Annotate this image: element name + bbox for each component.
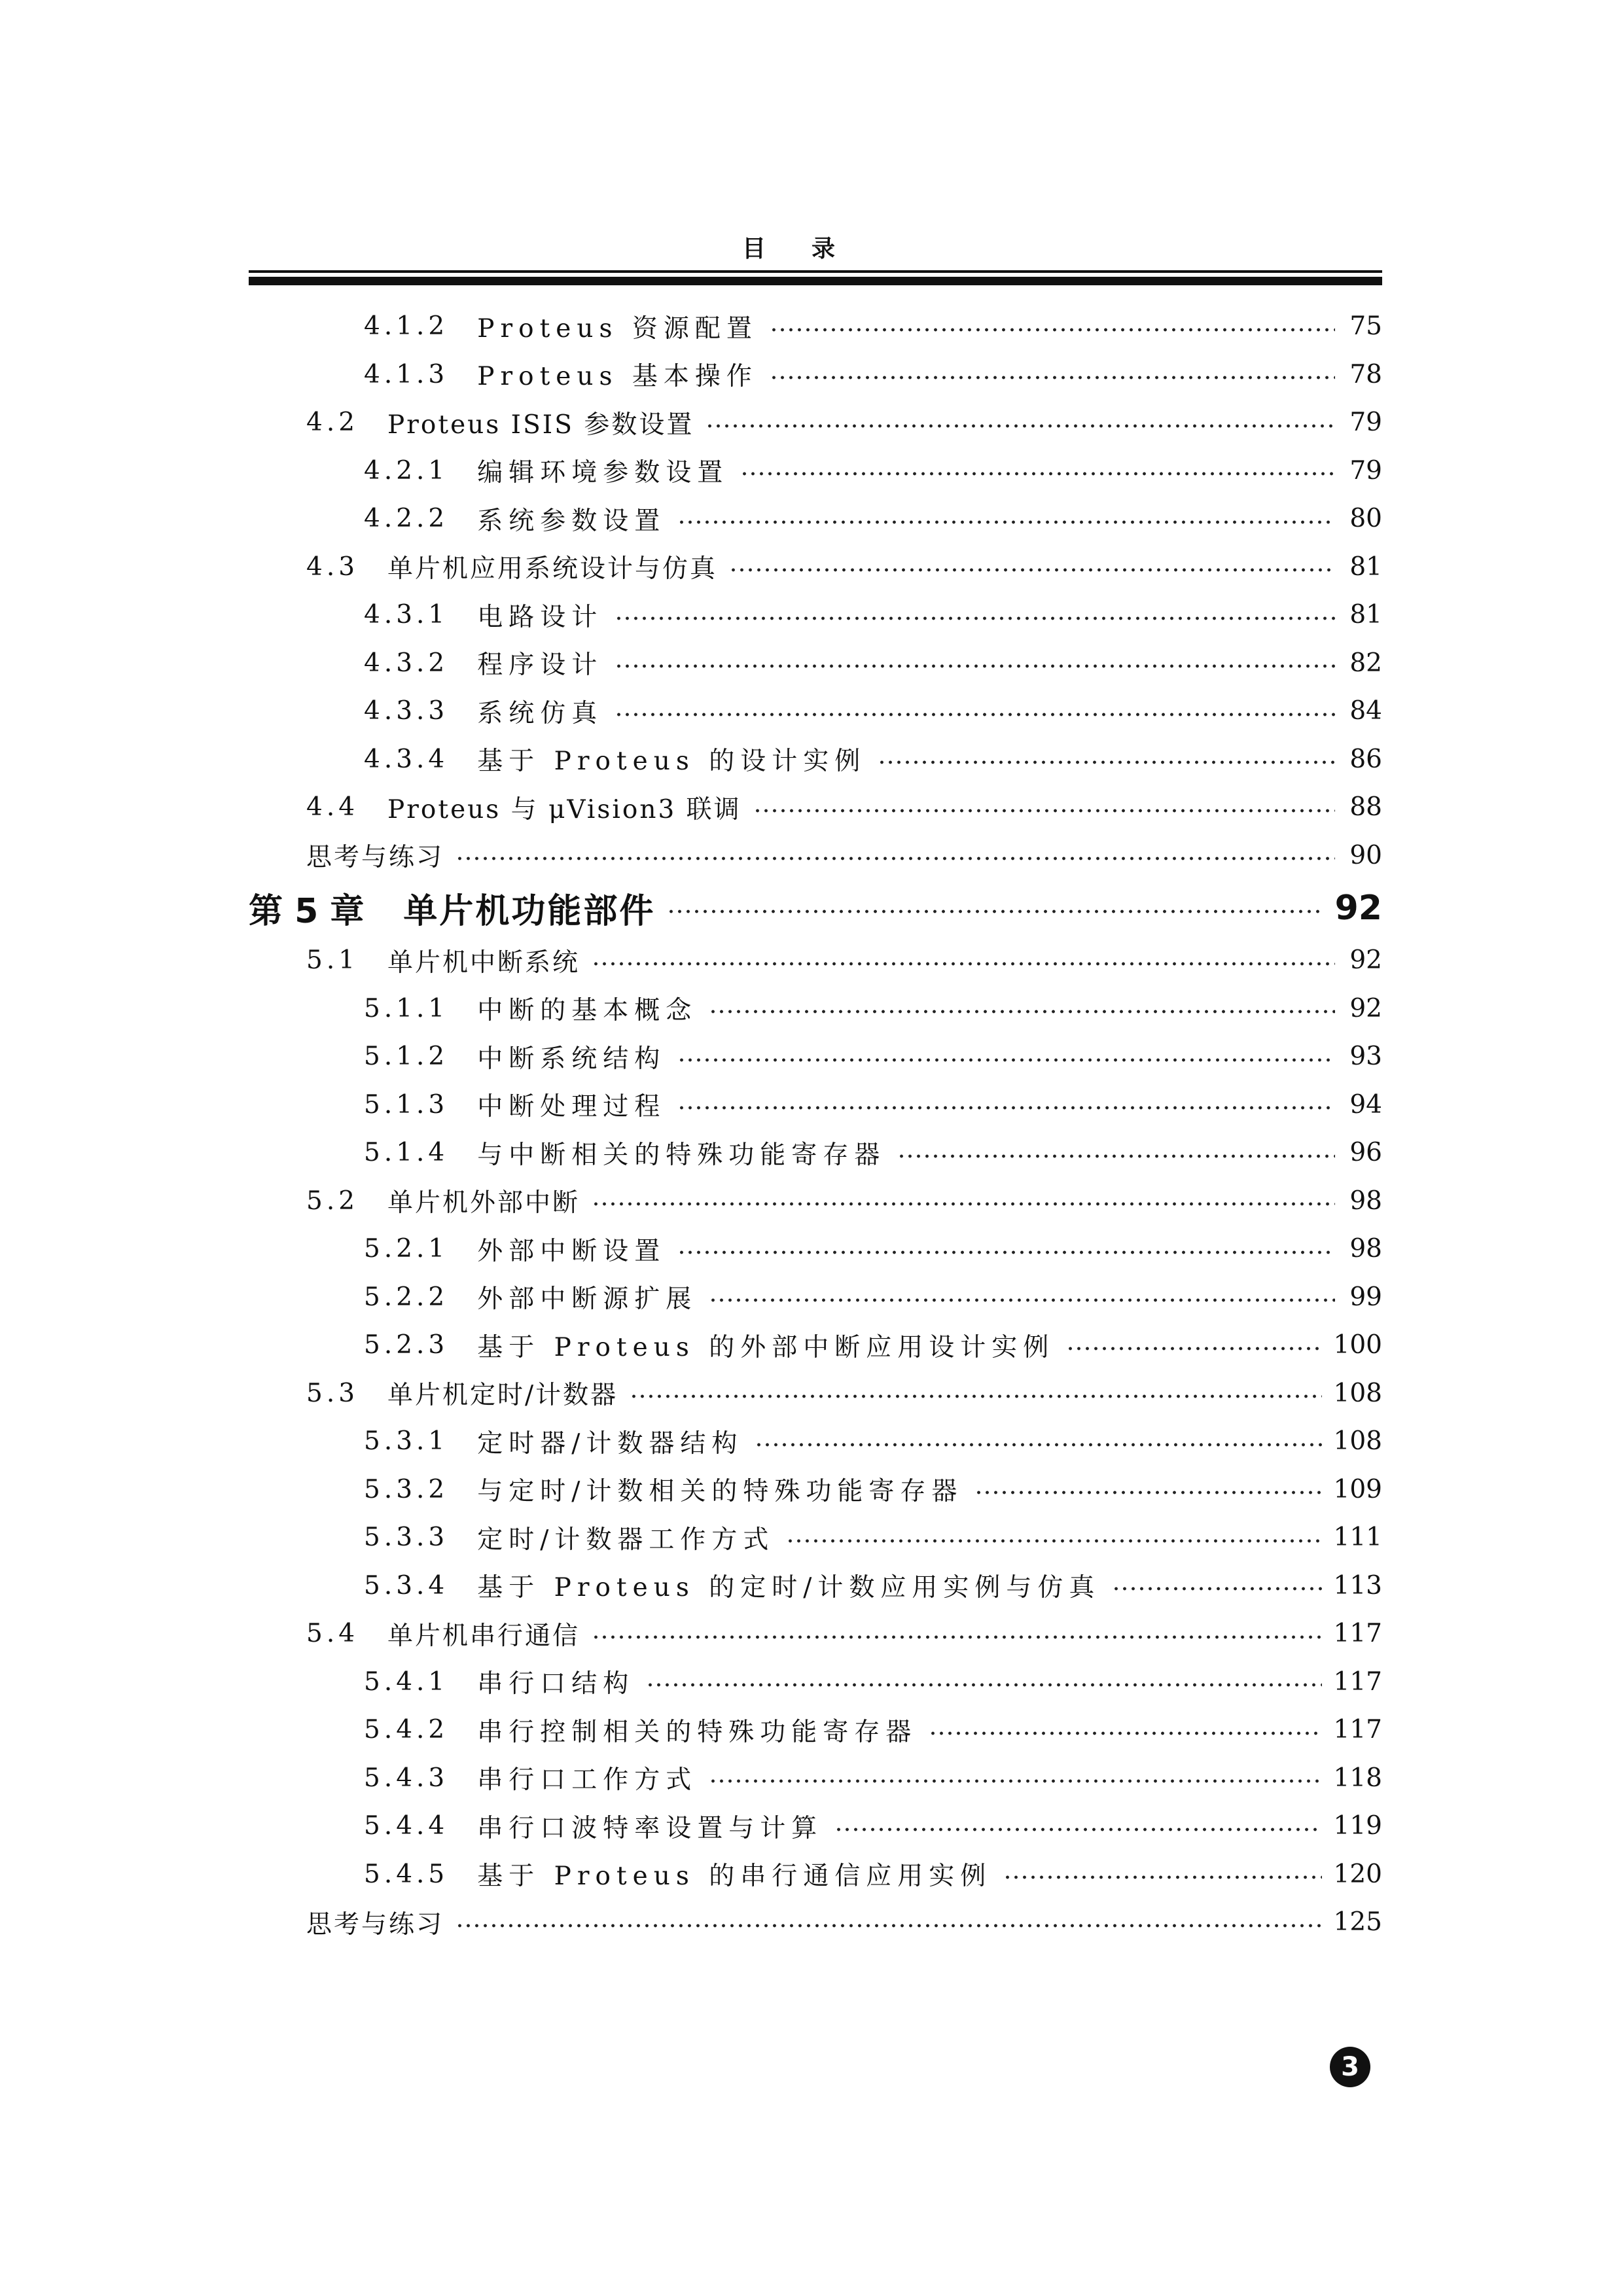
toc-page-number: 108 — [1333, 1378, 1382, 1408]
toc-entry-row[interactable] — [249, 1802, 1382, 1850]
toc-page-number: 80 — [1349, 504, 1382, 534]
toc-entry-title: 外部中断源扩展 — [477, 1284, 698, 1315]
toc-dot-leader — [677, 1104, 1335, 1111]
toc-page-number: 117 — [1333, 1619, 1382, 1649]
toc-dot-leader — [705, 423, 1335, 429]
toc-entry-row[interactable] — [249, 1033, 1382, 1081]
toc-entry-number: 4.2.1 — [364, 455, 449, 486]
toc-entry-row[interactable] — [249, 1321, 1382, 1369]
toc-dot-leader — [755, 1441, 1321, 1448]
toc-entry-number: 4.2.2 — [364, 504, 449, 534]
toc-entry-title: 电路设计 — [477, 602, 603, 632]
toc-entry-row[interactable] — [249, 1466, 1382, 1514]
toc-entry-title: 与中断相关的特殊功能寄存器 — [477, 1140, 886, 1170]
toc-page-number: 82 — [1349, 648, 1382, 678]
toc-dot-leader — [615, 711, 1335, 718]
toc-entry-title: 中断系统结构 — [477, 1044, 666, 1074]
toc-entry-row[interactable] — [249, 302, 1382, 351]
toc-dot-leader — [455, 855, 1335, 862]
toc-entry-title: 思考与练习 — [306, 1909, 444, 1939]
toc-entry-title: 单片机外部中断 — [387, 1188, 580, 1218]
toc-page-number: 108 — [1333, 1426, 1382, 1457]
toc-entry-number: 5.3.3 — [364, 1523, 449, 1553]
toc-page-number: 79 — [1349, 455, 1382, 486]
toc-entry-row[interactable] — [249, 591, 1382, 639]
toc-entry-number: 5.4.2 — [364, 1715, 449, 1745]
page-header-title: 目录 — [741, 235, 881, 262]
toc-entry-title: 中断处理过程 — [477, 1092, 666, 1122]
toc-entry-title: 程序设计 — [477, 650, 603, 680]
toc-entry-number: 5.2 — [306, 1186, 359, 1216]
toc-entry-row[interactable] — [249, 1513, 1382, 1562]
toc-entry-number: 5.2.1 — [364, 1234, 449, 1264]
toc-entry-title: 中断的基本概念 — [477, 996, 698, 1026]
toc-entry-title: 系统参数设置 — [477, 506, 666, 536]
toc-entry-number: 5.2.3 — [364, 1330, 449, 1360]
toc-entry-title: 单片机定时/计数器 — [387, 1381, 618, 1411]
toc-dot-leader — [1112, 1585, 1321, 1592]
toc-entry-title: 串行口工作方式 — [477, 1765, 698, 1795]
toc-page-number: 79 — [1349, 408, 1382, 438]
toc-entry-number: 5.3.2 — [364, 1474, 449, 1504]
toc-entry-row[interactable] — [249, 985, 1382, 1033]
toc-entry-row[interactable] — [249, 1369, 1382, 1418]
toc-dot-leader — [709, 1778, 1321, 1784]
toc-entry-row[interactable] — [249, 1177, 1382, 1226]
toc-entry-title: 串行口结构 — [477, 1669, 635, 1699]
toc-page-number: 98 — [1349, 1186, 1382, 1216]
toc-entry-row[interactable] — [249, 936, 1382, 985]
toc-entry-title: Proteus 与 μVision3 联调 — [387, 794, 741, 824]
toc-entry-title: Proteus 资源配置 — [477, 313, 758, 344]
toc-page-number: 75 — [1349, 311, 1382, 342]
toc-entry-row[interactable] — [249, 639, 1382, 688]
toc-page-number: 81 — [1349, 552, 1382, 582]
toc-page-number: 86 — [1349, 744, 1382, 774]
toc-page-number: 93 — [1349, 1042, 1382, 1072]
toc-entry-number: 4.2 — [306, 408, 359, 438]
page-number-badge: 3 — [1330, 2047, 1370, 2087]
toc-page-number: 117 — [1333, 1715, 1382, 1745]
toc-entry-title: 单片机功能部件 — [403, 892, 656, 931]
toc-page-number: 96 — [1349, 1138, 1382, 1168]
toc-dot-leader — [878, 759, 1335, 766]
toc-entry-number: 5.4.1 — [364, 1667, 449, 1697]
toc-entry-row[interactable] — [249, 447, 1382, 495]
toc-entry-title: 基于 Proteus 的设计实例 — [477, 747, 866, 777]
toc-entry-title: 系统仿真 — [477, 698, 603, 728]
toc-page-number: 88 — [1349, 792, 1382, 822]
toc-entry-number: 4.1.2 — [364, 311, 449, 342]
toc-entry-row[interactable] — [249, 832, 1382, 880]
toc-page-number: 92 — [1334, 888, 1382, 928]
toc-entry-title: 串行口波特率设置与计算 — [477, 1813, 823, 1843]
toc-entry-number: 4.3.2 — [364, 648, 449, 678]
toc-page-number: 117 — [1333, 1667, 1382, 1697]
toc-entry-row[interactable] — [249, 1706, 1382, 1754]
toc-dot-leader — [1066, 1345, 1321, 1352]
toc-dot-leader — [592, 1201, 1335, 1207]
toc-entry-number: 5.4.5 — [364, 1859, 449, 1889]
toc-entry-number: 5.4.4 — [364, 1811, 449, 1841]
toc-dot-leader — [786, 1538, 1321, 1544]
toc-entry-number: 4.1.3 — [364, 359, 449, 389]
toc-entry-number: 5.1 — [306, 945, 359, 976]
toc-entry-row[interactable] — [249, 351, 1382, 399]
toc-page-number: 78 — [1349, 359, 1382, 389]
toc-entry-number: 第 5 章 — [249, 892, 365, 931]
toc-page-number: 92 — [1349, 945, 1382, 976]
toc-entry-title: Proteus ISIS 参数设置 — [387, 410, 694, 440]
toc-page-number: 90 — [1349, 840, 1382, 870]
toc-entry-row[interactable] — [249, 495, 1382, 543]
toc-dot-leader — [897, 1153, 1335, 1159]
toc-page-number: 100 — [1333, 1330, 1382, 1360]
toc-entry-title: 串行控制相关的特殊功能寄存器 — [477, 1717, 918, 1747]
toc-entry-row[interactable] — [249, 1273, 1382, 1322]
toc-dot-leader — [770, 327, 1335, 333]
toc-dot-leader — [677, 1057, 1335, 1063]
toc-entry-number: 5.3.4 — [364, 1570, 449, 1600]
toc-entry-number: 5.4 — [306, 1619, 359, 1649]
table-of-contents — [249, 302, 1382, 1947]
toc-entry-number: 4.3.3 — [364, 696, 449, 726]
toc-entry-number: 5.1.4 — [364, 1138, 449, 1168]
toc-entry-title: 单片机中断系统 — [387, 947, 580, 978]
toc-page-number: 92 — [1349, 993, 1382, 1023]
toc-dot-leader — [834, 1826, 1321, 1833]
toc-dot-leader — [753, 807, 1335, 814]
toc-dot-leader — [455, 1922, 1322, 1929]
toc-page-number: 98 — [1349, 1234, 1382, 1264]
toc-dot-leader — [974, 1489, 1321, 1496]
toc-chapter-row[interactable] — [249, 879, 1382, 936]
toc-dot-leader — [709, 1297, 1335, 1303]
toc-page-number: 81 — [1349, 600, 1382, 630]
toc-entry-title: 基于 Proteus 的定时/计数应用实例与仿真 — [477, 1573, 1101, 1603]
toc-dot-leader — [709, 1008, 1335, 1015]
toc-entry-row[interactable] — [249, 1658, 1382, 1706]
toc-entry-number: 4.3.4 — [364, 744, 449, 774]
toc-entry-row[interactable] — [249, 1754, 1382, 1803]
toc-dot-leader — [615, 615, 1335, 622]
toc-dot-leader — [677, 1249, 1335, 1256]
toc-dot-leader — [667, 908, 1323, 915]
toc-page-number: 113 — [1333, 1570, 1382, 1600]
toc-entry-title: 基于 Proteus 的串行通信应用实例 — [477, 1862, 992, 1892]
toc-entry-row[interactable] — [249, 398, 1382, 447]
toc-entry-row[interactable] — [249, 1898, 1382, 1947]
toc-entry-row[interactable] — [249, 1610, 1382, 1658]
toc-entry-title: 与定时/计数相关的特殊功能寄存器 — [477, 1477, 963, 1507]
toc-entry-number: 5.3.1 — [364, 1426, 449, 1457]
toc-entry-title: 基于 Proteus 的外部中断应用设计实例 — [477, 1332, 1055, 1362]
toc-dot-leader — [646, 1682, 1321, 1688]
toc-entry-row[interactable] — [249, 783, 1382, 832]
toc-entry-number: 5.3 — [306, 1378, 359, 1408]
toc-page-number: 119 — [1333, 1811, 1382, 1841]
toc-entry-number: 5.1.3 — [364, 1089, 449, 1120]
toc-dot-leader — [770, 374, 1335, 381]
toc-page-number: 84 — [1349, 696, 1382, 726]
toc-dot-leader — [592, 1634, 1322, 1640]
toc-dot-leader — [630, 1393, 1321, 1400]
toc-entry-number: 4.3.1 — [364, 600, 449, 630]
toc-page-number: 99 — [1349, 1282, 1382, 1312]
toc-page-number: 120 — [1333, 1859, 1382, 1889]
toc-entry-title: 外部中断设置 — [477, 1236, 666, 1266]
toc-page-number: 109 — [1333, 1474, 1382, 1504]
toc-entry-title: 定时器/计数器结构 — [477, 1428, 743, 1458]
toc-entry-title: 单片机串行通信 — [387, 1621, 580, 1651]
toc-dot-leader — [1003, 1874, 1321, 1881]
toc-entry-row[interactable] — [249, 687, 1382, 735]
toc-dot-leader — [592, 961, 1335, 967]
toc-dot-leader — [740, 470, 1335, 477]
toc-page-number: 118 — [1333, 1763, 1382, 1793]
toc-page-number: 111 — [1333, 1523, 1382, 1553]
toc-entry-row[interactable] — [249, 1562, 1382, 1610]
header-rule-thin — [249, 270, 1382, 273]
toc-entry-number: 5.4.3 — [364, 1763, 449, 1793]
toc-entry-number: 5.2.2 — [364, 1282, 449, 1312]
toc-entry-row[interactable] — [249, 1417, 1382, 1466]
toc-entry-number: 4.3 — [306, 552, 359, 582]
toc-entry-row[interactable] — [249, 1129, 1382, 1177]
toc-dot-leader — [729, 567, 1335, 573]
toc-entry-number: 4.4 — [306, 792, 359, 822]
toc-entry-number: 5.1.1 — [364, 993, 449, 1023]
toc-entry-row[interactable] — [249, 1081, 1382, 1129]
toc-dot-leader — [929, 1730, 1321, 1737]
toc-dot-leader — [615, 663, 1335, 669]
toc-page-number: 125 — [1333, 1907, 1382, 1937]
toc-entry-title: 思考与练习 — [306, 843, 444, 873]
toc-entry-row[interactable] — [249, 543, 1382, 592]
toc-page-number: 94 — [1349, 1089, 1382, 1120]
header-rule-thick — [249, 277, 1382, 285]
toc-entry-title: Proteus 基本操作 — [477, 362, 758, 392]
toc-entry-title: 定时/计数器工作方式 — [477, 1525, 775, 1555]
toc-entry-row[interactable] — [249, 735, 1382, 784]
toc-entry-number: 5.1.2 — [364, 1042, 449, 1072]
toc-entry-title: 单片机应用系统设计与仿真 — [387, 554, 718, 584]
toc-entry-row[interactable] — [249, 1225, 1382, 1273]
toc-entry-title: 编辑环境参数设置 — [477, 458, 729, 488]
toc-entry-row[interactable] — [249, 1850, 1382, 1899]
toc-dot-leader — [677, 519, 1335, 525]
